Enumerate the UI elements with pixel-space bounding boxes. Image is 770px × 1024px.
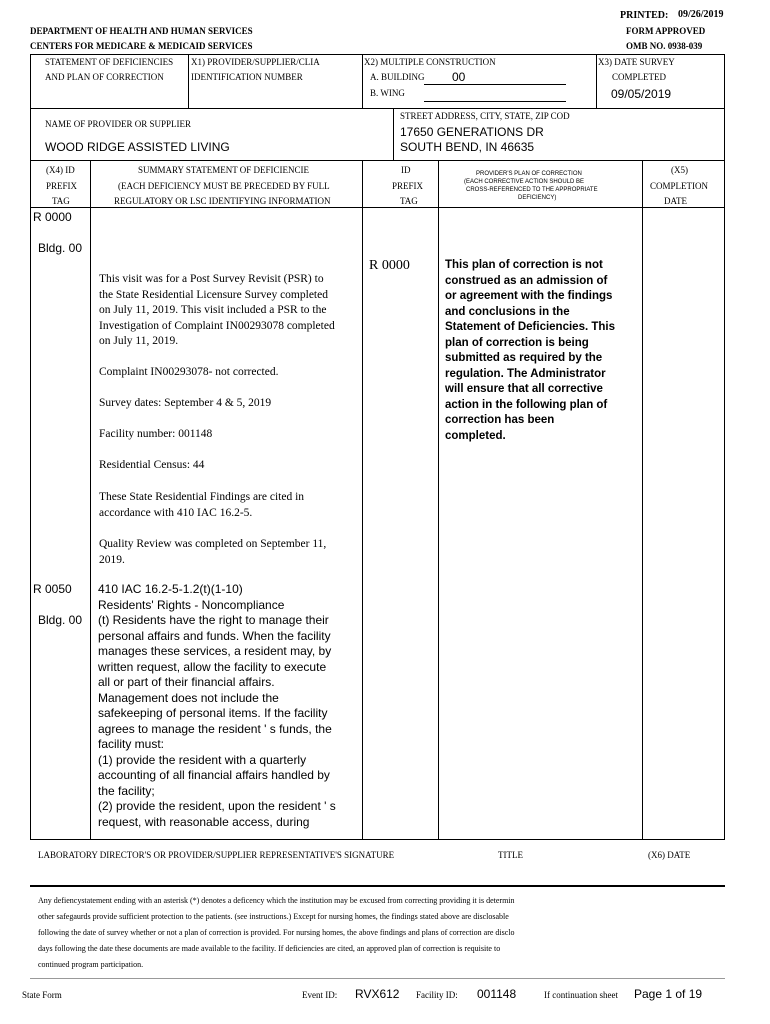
page-number: Page 1 of 19 bbox=[634, 987, 703, 1001]
id-header-2: PREFIX bbox=[392, 181, 424, 191]
x3-label-1: X3) DATE SURVEY bbox=[598, 57, 675, 67]
right-tag-r0000: R 0000 bbox=[369, 258, 410, 273]
facility-number: Facility number: 001148 bbox=[99, 428, 213, 440]
building-label: A. BUILDING bbox=[370, 72, 425, 82]
disclaimer-line-2: other safegaurds provide sufficient protection to the patients. (see instructions.) Except for nursing homes, the findings stated above are disclosable bbox=[38, 912, 509, 921]
summary-header-3: REGULATORY OR LSC IDENTIFYING INFORMATION bbox=[114, 196, 331, 206]
x5-header-2: COMPLETION bbox=[650, 181, 708, 191]
x5-header-3: DATE bbox=[664, 196, 687, 206]
statement-label-2: AND PLAN OF CORRECTION bbox=[45, 72, 164, 82]
summary-header-1: SUMMARY STATEMENT OF DEFICIENCIE bbox=[138, 165, 310, 175]
wing-label: B. WING bbox=[370, 88, 405, 98]
x4-header-3: TAG bbox=[52, 196, 70, 206]
address-label: STREET ADDRESS, CITY, STATE, ZIP COD bbox=[400, 111, 570, 121]
x2-label: X2) MULTIPLE CONSTRUCTION bbox=[364, 57, 496, 67]
facility-id-label: Facility ID: bbox=[416, 990, 458, 1000]
residential-census: Residential Census: 44 bbox=[99, 459, 205, 471]
x4-header-1: (X4) ID bbox=[46, 165, 75, 175]
centers-title: CENTERS FOR MEDICARE & MEDICAID SERVICES bbox=[30, 41, 253, 51]
address-line-2: SOUTH BEND, IN 46635 bbox=[400, 140, 535, 154]
disclaimer-line-3: following the date of survey whether or not a plan of correction is provided. For nursing homes, the above findings and plans of correction are disclo bbox=[38, 928, 515, 937]
continuation-label: If continuation sheet bbox=[544, 990, 618, 1000]
address-line-1: 17650 GENERATIONS DR bbox=[400, 125, 544, 139]
x3-label-2: COMPLETED bbox=[612, 72, 666, 82]
date-completed: 09/05/2019 bbox=[611, 87, 672, 101]
complaint-paragraph: Complaint IN00293078- not corrected. bbox=[99, 366, 279, 378]
id-header-3: TAG bbox=[400, 196, 418, 206]
omb-number: OMB NO. 0938-039 bbox=[626, 41, 703, 51]
facility-id: 001148 bbox=[477, 987, 517, 1001]
summary-header-2: (EACH DEFICIENCY MUST BE PRECEDED BY FULL bbox=[118, 181, 330, 191]
state-form-label: State Form bbox=[22, 990, 62, 1000]
x6-date-label: (X6) DATE bbox=[648, 850, 691, 860]
plan-header-3: CROSS-REFERENCED TO THE APPROPRIATE bbox=[466, 187, 598, 193]
department-title: DEPARTMENT OF HEALTH AND HUMAN SERVICES bbox=[30, 26, 253, 36]
provider-name: WOOD RIDGE ASSISTED LIVING bbox=[45, 140, 230, 154]
disclaimer-line-5: continued program participation. bbox=[38, 960, 144, 969]
title-label: TITLE bbox=[498, 850, 523, 860]
x4-header-2: PREFIX bbox=[46, 181, 78, 191]
plan-header-1: PROVIDER'S PLAN OF CORRECTION bbox=[476, 171, 582, 177]
building-value: 00 bbox=[452, 70, 466, 84]
tag-r0000: R 0000 bbox=[33, 210, 72, 224]
disclaimer-line-1: Any defiencystatement ending with an asterisk (*) denotes a deficency which the institution may be excused from correcting providing it is determin bbox=[38, 896, 515, 905]
event-id: RVX612 bbox=[355, 987, 400, 1001]
statement-label-1: STATEMENT OF DEFICIENCIES bbox=[45, 57, 174, 67]
printed-label: PRINTED: bbox=[620, 10, 669, 21]
x1-label-1: X1) PROVIDER/SUPPLIER/CLIA bbox=[191, 57, 320, 67]
plan-of-correction-text: This plan of correction is not construed as an admission of or agreement with the findings and conclusions in the Statement of Deficiencies. This plan of correction is being submitted as required by the regulation. The Administrator will ensure that all corrective action in the following plan of correction has been completed. bbox=[445, 259, 615, 442]
visit-paragraph: This visit was for a Post Survey Revisit (PSR) to the State Residential Licensure Survey completed on July 11, 2019. This visit included a PSR to the Investigation of Complaint IN00293078 completed on July 11, 2019. bbox=[99, 273, 335, 347]
event-id-label: Event ID: bbox=[302, 990, 338, 1000]
plan-header-2: (EACH CORRECTIVE ACTION SHOULD BE bbox=[464, 179, 585, 185]
disclaimer-line-4: days following the date these documents are made available to the facility. If deficiencies are cited, an approved plan of correction is requisite to bbox=[38, 944, 501, 953]
tag-r0050: R 0050 bbox=[33, 582, 72, 596]
form-approved: FORM APPROVED bbox=[626, 26, 706, 36]
x1-label-2: IDENTIFICATION NUMBER bbox=[191, 72, 303, 82]
findings-paragraph: These State Residential Findings are cited in accordance with 410 IAC 16.2-5. bbox=[99, 491, 305, 519]
printed-date: 09/26/2019 bbox=[678, 9, 724, 20]
building-tag-1: Bldg. 00 bbox=[38, 241, 83, 255]
signature-label: LABORATORY DIRECTOR'S OR PROVIDER/SUPPLIER REPRESENTATIVE'S SIGNATURE bbox=[38, 850, 395, 860]
x5-header-1: (X5) bbox=[671, 165, 688, 175]
survey-dates: Survey dates: September 4 & 5, 2019 bbox=[99, 397, 272, 409]
plan-header-4: DEFICIENCY) bbox=[518, 195, 557, 201]
quality-review: Quality Review was completed on September 11, 2019. bbox=[99, 538, 327, 566]
id-header-1: ID bbox=[401, 165, 411, 175]
r0050-text: 410 IAC 16.2-5-1.2(t)(1-10) Residents' Rights - Noncompliance (t) Residents have the right to manage their personal affairs and funds. When the facility manages these services, a resident may, by written request, allow the facility to execute all or part of their financial affairs. Management does not include the safekeeping of personal items. If the facility agrees to manage the resident ' s funds, the facility must: (1) provide the resident with a quarterly accounting of all financial affairs handled by the facility; (2) provide the resident, upon the resident ' s request, with reasonable access, during bbox=[98, 582, 336, 829]
building-tag-2: Bldg. 00 bbox=[38, 613, 83, 627]
provider-label: NAME OF PROVIDER OR SUPPLIER bbox=[45, 119, 192, 129]
